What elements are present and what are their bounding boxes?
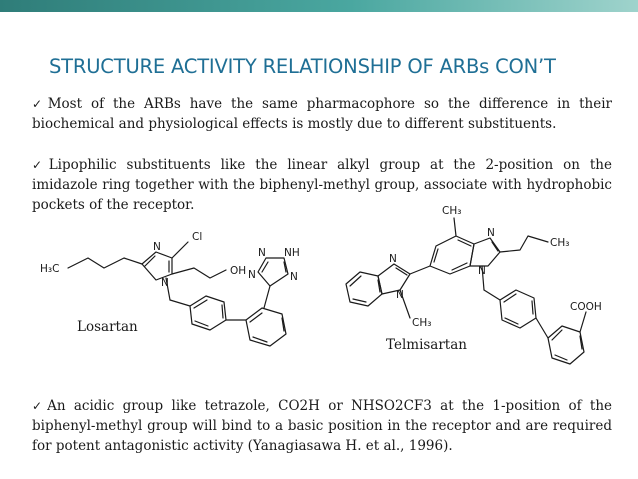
checkmark-icon: ✓	[32, 158, 48, 172]
checkmark-icon: ✓	[32, 97, 47, 111]
bullet-acidic-group	[32, 396, 612, 456]
telmisartan-ch3-n-label: CH₃	[412, 317, 432, 329]
telmisartan-caption: Telmisartan	[386, 337, 467, 353]
tetrazole-n4-label: N	[290, 271, 298, 283]
bullet-text: Most of the ARBs have the same pharmacophore so the difference in their biochemical and physiological effects is mostly due to different substituents.	[32, 96, 612, 132]
losartan-n-bottom-label: N	[161, 277, 169, 289]
telmisartan-n2-label: N	[396, 289, 404, 301]
telmisartan-ch3-top-label: CH₃	[442, 205, 462, 217]
checkmark-icon: ✓	[32, 399, 47, 413]
tetrazole-n1-label: N	[258, 247, 266, 259]
bullet-text: Lipophilic substituents like the linear alkyl group at the 2-position on the imidazole ring together with the biphenyl-methyl group, associate with hydrophobic pockets of the receptor.	[32, 157, 612, 213]
losartan-h3c-label: H₃C	[40, 263, 60, 275]
telmisartan-n4-label: N	[478, 265, 486, 277]
bullet-text: An acidic group like tetrazole, CO2H or NHSO2CF3 at the 1-position of the biphenyl-methyl group will bind to a basic position in the receptor and are required for potent antagonistic activity (Yanagiasawa H. et al., 1996).	[32, 398, 613, 454]
losartan-caption: Losartan	[77, 319, 138, 335]
telmisartan-n1-label: N	[389, 253, 397, 265]
slide-title: STRUCTURE ACTIVITY RELATIONSHIP OF ARBs CON’T	[49, 55, 556, 78]
losartan-n-top-label: N	[153, 241, 161, 253]
tetrazole-nh-label: NH	[284, 247, 300, 259]
losartan-cl-label: Cl	[192, 231, 203, 243]
tetrazole-n3-label: N	[248, 269, 256, 281]
telmisartan-cooh-label: COOH	[570, 301, 602, 313]
telmisartan-n3-label: N	[487, 227, 495, 239]
losartan-oh-label: OH	[230, 265, 247, 277]
telmisartan-ch3-chain-label: CH₃	[550, 237, 570, 249]
